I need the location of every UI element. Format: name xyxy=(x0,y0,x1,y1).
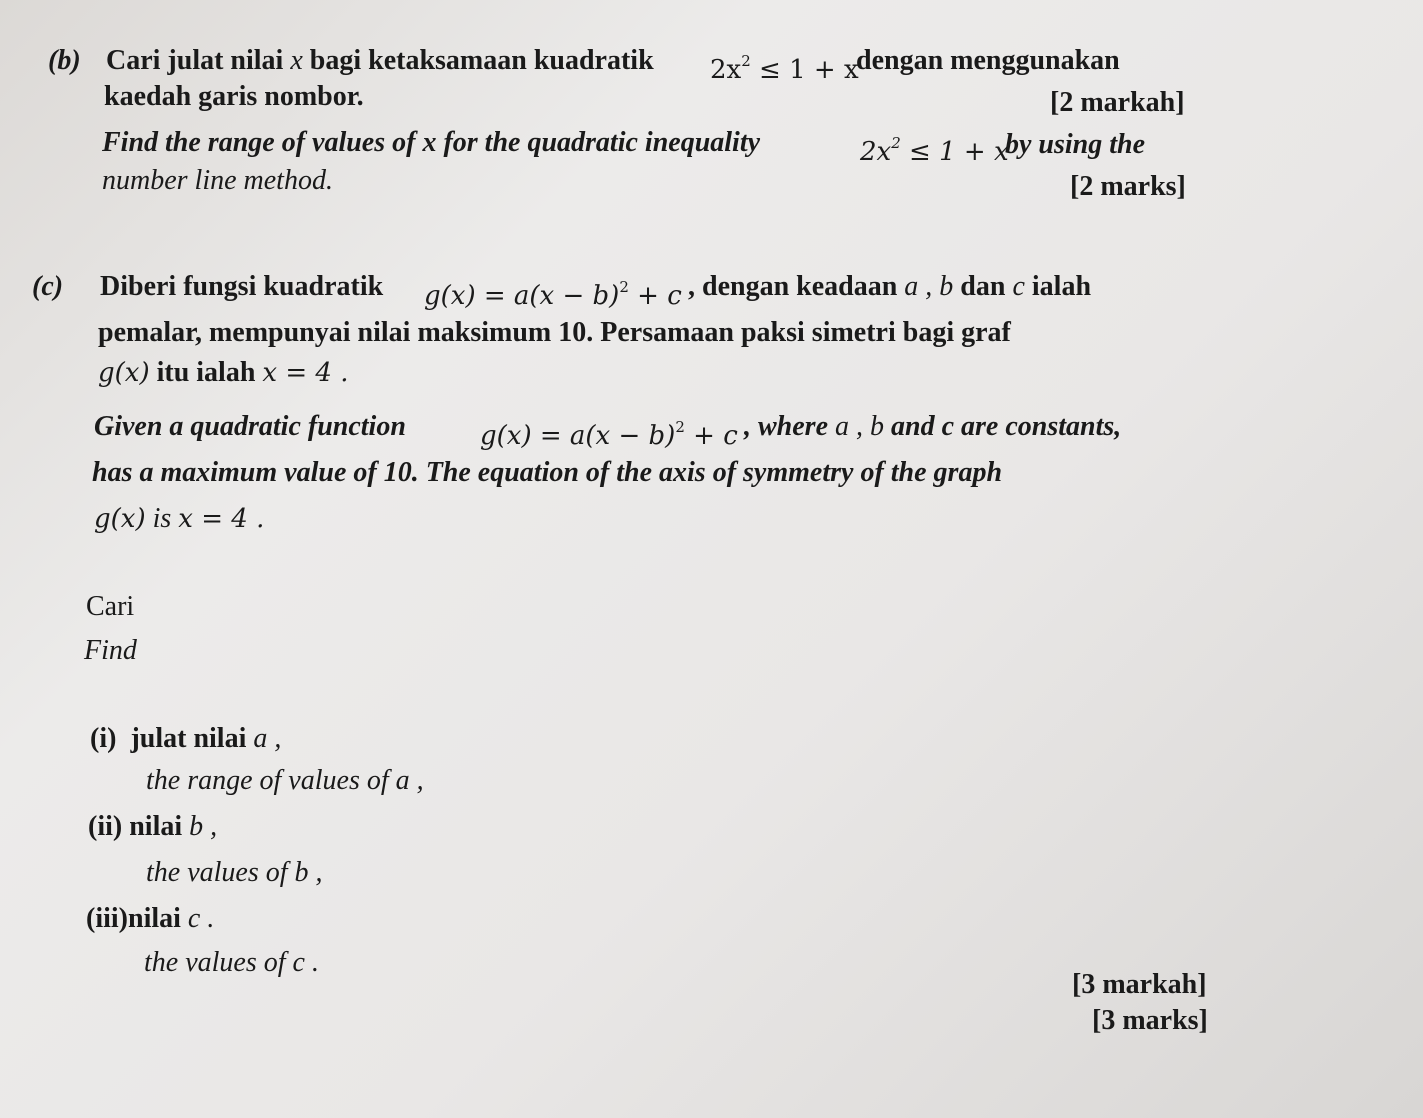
item-iii-ms: (iii)nilai c . xyxy=(86,903,215,934)
part-c-ms-line3: g(x) itu ialah x = 4 . xyxy=(98,357,349,388)
part-c-en-line1-end: , where a , b and c are constants, xyxy=(744,411,1122,442)
find-label: Find xyxy=(84,635,137,666)
part-b-en-line2: number line method. xyxy=(102,165,333,196)
part-c-ms-line1: Diberi fungsi kuadratik xyxy=(100,271,384,302)
inequality-expression-en: $2x^2 \le 1 + x$ xyxy=(860,134,1009,167)
part-c-en-line1: Given a quadratic function xyxy=(94,411,406,442)
part-c-label: (c) xyxy=(32,271,64,302)
item-ii-ms: (ii) nilai b , xyxy=(88,811,218,842)
part-c-en-line3: g(x) is x = 4 . xyxy=(94,503,265,534)
item-ii-en: the values of b , xyxy=(146,857,323,888)
part-b-en-line1-end: by using the xyxy=(1005,129,1146,160)
part-b-ms-marks: [2 markah] xyxy=(1050,87,1185,118)
part-b-ms-line1-end: dengan menggunakan xyxy=(856,45,1120,76)
part-c-ms-line1-end: , dengan keadaan a , b dan c ialah xyxy=(688,271,1092,302)
part-b-en-line1: Find the range of values of x for the quadratic inequality xyxy=(102,127,761,158)
part-c-ms-marks: [3 markah] xyxy=(1072,969,1207,1000)
part-b-en-marks: [2 marks] xyxy=(1070,171,1186,202)
function-expression: $g(x) = a(x - b)^2 + c$ xyxy=(424,278,682,311)
cari-label: Cari xyxy=(86,591,135,622)
item-iii-en: the values of c . xyxy=(144,947,319,978)
inequality-expression: $2x^2 \le 1 + x$ xyxy=(710,52,859,85)
part-c-en-marks: [3 marks] xyxy=(1092,1005,1208,1036)
part-b-label: (b) xyxy=(48,45,81,76)
item-i-en: the range of values of a , xyxy=(146,765,424,796)
item-i-ms: (i) julat nilai a , xyxy=(90,723,282,754)
function-expression-en: $g(x) = a(x - b)^2 + c$ xyxy=(480,418,738,451)
part-c-ms-line2: pemalar, mempunyai nilai maksimum 10. Persamaan paksi simetri bagi graf xyxy=(98,317,1011,348)
part-b-ms-line2: kaedah garis nombor. xyxy=(104,81,364,112)
part-b-ms-line1: Cari julat nilai x bagi ketaksamaan kuadratik xyxy=(106,45,654,76)
part-c-en-line2: has a maximum value of 10. The equation of the axis of symmetry of the graph xyxy=(92,457,1003,488)
